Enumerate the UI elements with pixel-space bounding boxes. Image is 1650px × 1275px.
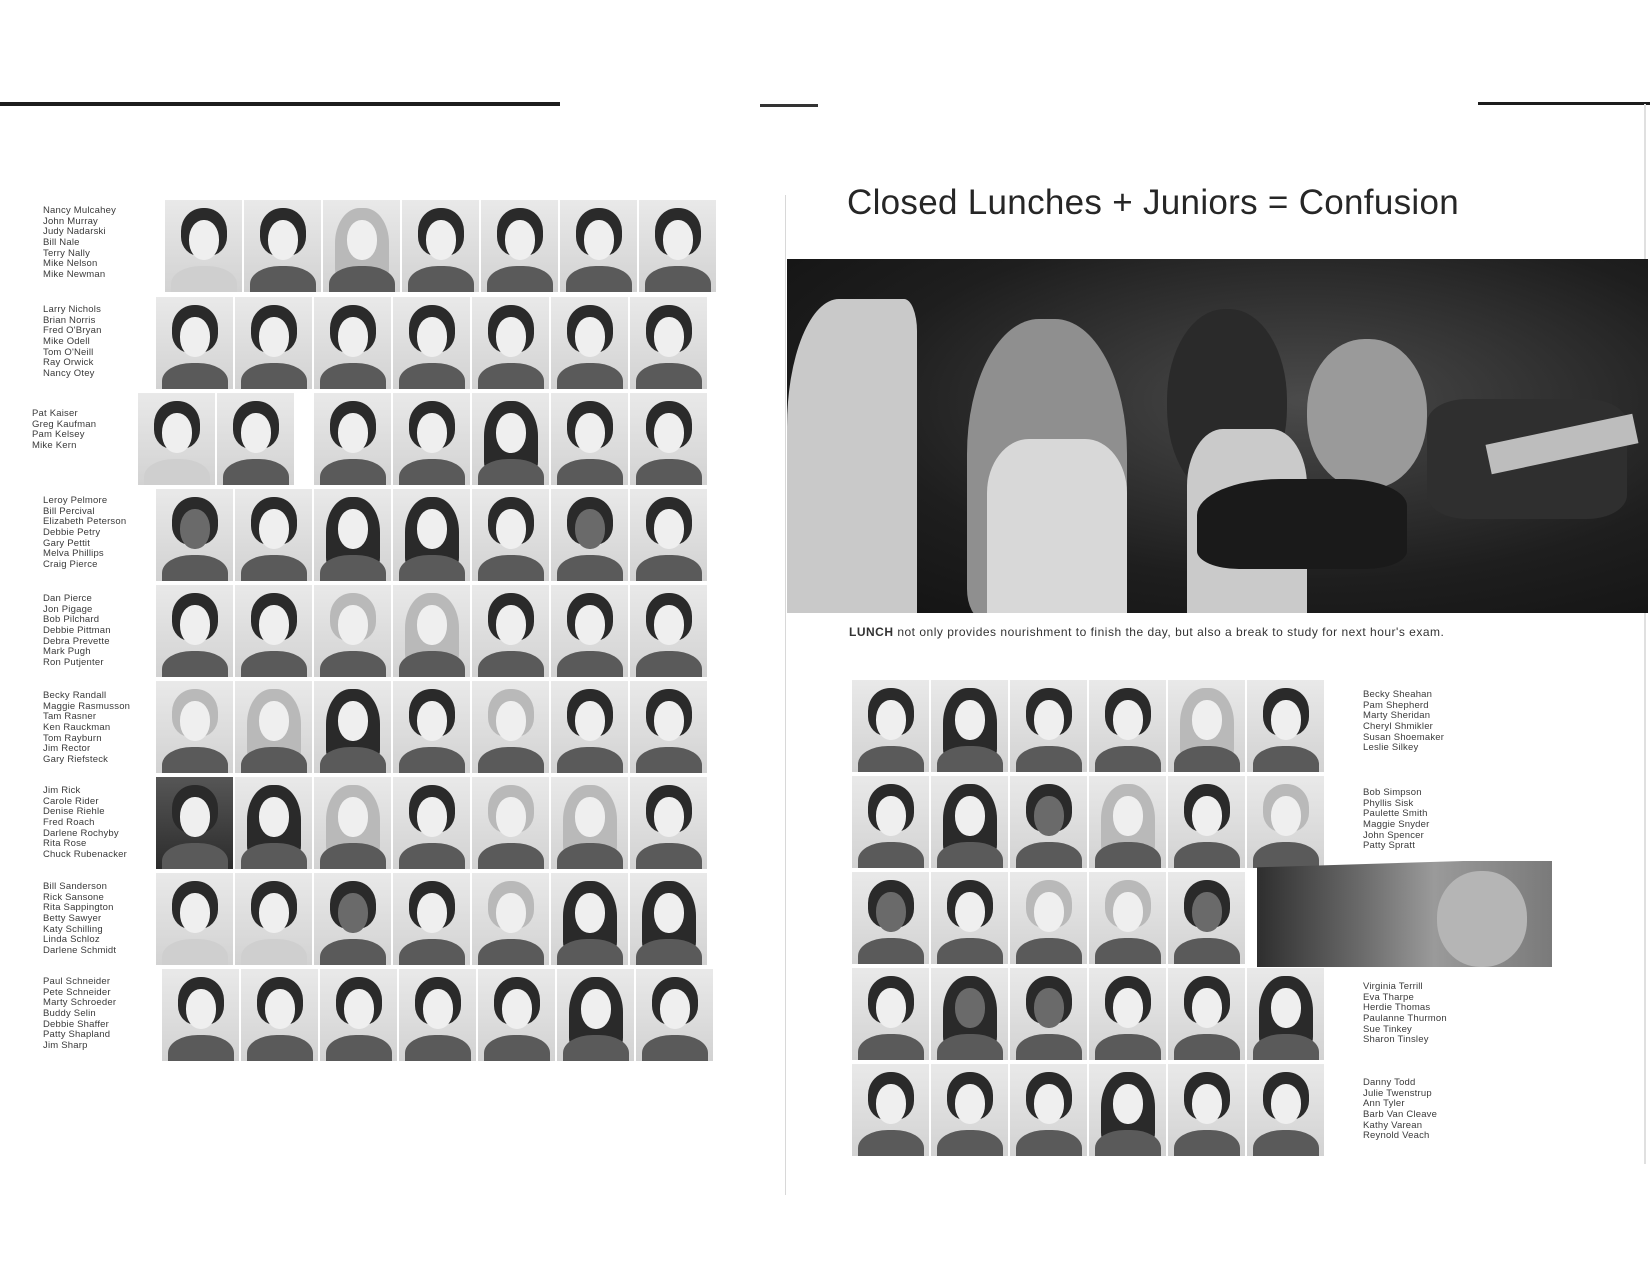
- student-portrait: [235, 873, 312, 965]
- student-portrait: [235, 777, 312, 869]
- student-portrait: [235, 297, 312, 389]
- student-portrait: [393, 777, 470, 869]
- student-portrait: [630, 489, 707, 581]
- student-portrait: [1010, 968, 1087, 1060]
- student-portrait: [551, 681, 628, 773]
- student-name: Linda Schloz: [43, 934, 100, 946]
- student-portrait: [472, 585, 549, 677]
- student-portrait: [630, 681, 707, 773]
- name-list-group-1: [43, 206, 116, 281]
- portrait-row-7: [156, 777, 709, 869]
- student-portrait: [1247, 1064, 1324, 1156]
- student-name: Greg Kaufman: [32, 418, 97, 430]
- student-name: Danny Todd: [1363, 1077, 1416, 1088]
- student-name: Gary Pettit: [43, 537, 91, 549]
- student-name: Jon Pigage: [43, 603, 93, 615]
- student-portrait: [217, 393, 294, 485]
- student-portrait: [235, 489, 312, 581]
- student-portrait: [478, 969, 555, 1061]
- student-name: Becky Randall: [43, 690, 107, 701]
- student-name: Nancy Otey: [43, 368, 95, 380]
- student-portrait: [852, 680, 929, 772]
- lunchroom-photo: [787, 259, 1648, 613]
- student-name: John Spencer: [1363, 829, 1425, 841]
- student-portrait: [1168, 1064, 1245, 1156]
- student-portrait: [852, 1064, 929, 1156]
- student-portrait: [472, 873, 549, 965]
- student-name: Debbie Shaffer: [43, 1018, 110, 1030]
- student-portrait: [1010, 680, 1087, 772]
- name-list-group-9: [43, 977, 116, 1052]
- student-name: Phyllis Sisk: [1363, 797, 1414, 809]
- name-list-group-6: [43, 691, 130, 766]
- student-name: Nancy Mulcahey: [43, 205, 117, 216]
- student-name: Mark Pugh: [43, 646, 91, 658]
- student-portrait: [931, 680, 1008, 772]
- student-portrait: [314, 489, 391, 581]
- student-name: Virginia Terrill: [1363, 981, 1423, 992]
- name-list-group-10: [1363, 690, 1444, 754]
- student-name: Rita Sappington: [43, 902, 114, 914]
- student-portrait: [393, 297, 470, 389]
- student-portrait: [402, 200, 479, 292]
- student-name: Pete Schneider: [43, 986, 111, 998]
- student-portrait: [852, 872, 929, 964]
- student-name: Cheryl Shmikler: [1363, 721, 1434, 733]
- student-name: Pam Kelsey: [32, 429, 85, 441]
- student-name: Debbie Petry: [43, 527, 101, 539]
- student-name: Fred Roach: [43, 817, 95, 829]
- student-name: Ken Rauckman: [43, 722, 111, 734]
- portrait-row-10: [852, 680, 1326, 772]
- student-name: Bill Sanderson: [43, 881, 108, 892]
- student-portrait: [314, 777, 391, 869]
- student-name: Gary Riefsteck: [43, 754, 109, 766]
- portrait-row-13: [852, 968, 1326, 1060]
- student-name: Dan Pierce: [43, 593, 92, 604]
- student-portrait: [630, 777, 707, 869]
- student-portrait: [472, 393, 549, 485]
- caption-lead: LUNCH: [849, 625, 894, 639]
- student-portrait: [1089, 872, 1166, 964]
- student-name: Judy Nadarski: [43, 226, 106, 238]
- student-name: Becky Sheahan: [1363, 689, 1433, 700]
- name-list-group-7: [43, 786, 127, 861]
- student-name: Julie Twenstrup: [1363, 1087, 1432, 1099]
- student-portrait: [156, 585, 233, 677]
- student-name: Rita Rose: [43, 838, 87, 850]
- student-portrait: [156, 777, 233, 869]
- name-list-group-4: [43, 496, 126, 571]
- student-portrait: [393, 873, 470, 965]
- student-portrait: [235, 681, 312, 773]
- name-list-group-8: [43, 882, 116, 957]
- student-portrait: [1089, 680, 1166, 772]
- student-name: Ron Putjenter: [43, 657, 104, 669]
- student-portrait: [852, 776, 929, 868]
- page-edge-shadow: [0, 102, 560, 106]
- student-name: Jim Sharp: [43, 1040, 88, 1052]
- portrait-row-9: [162, 969, 715, 1061]
- student-portrait: [557, 969, 634, 1061]
- portrait-row-11: [852, 776, 1326, 868]
- student-portrait: [393, 681, 470, 773]
- student-name: Brian Norris: [43, 314, 96, 326]
- student-name: Rick Sansone: [43, 891, 105, 903]
- student-name: Debbie Pittman: [43, 625, 111, 637]
- student-portrait: [138, 393, 215, 485]
- student-portrait: [156, 489, 233, 581]
- student-portrait: [399, 969, 476, 1061]
- student-name: Eva Tharpe: [1363, 991, 1414, 1003]
- student-portrait: [1168, 968, 1245, 1060]
- student-portrait: [630, 585, 707, 677]
- student-portrait: [1168, 680, 1245, 772]
- student-name: Leslie Silkey: [1363, 742, 1419, 754]
- student-portrait: [323, 200, 400, 292]
- name-list-group-13: [1363, 1078, 1437, 1142]
- student-portrait: [472, 489, 549, 581]
- student-name: Ray Orwick: [43, 357, 94, 369]
- student-name: Bob Simpson: [1363, 787, 1422, 798]
- student-portrait: [1089, 968, 1166, 1060]
- student-name: Paulanne Thurmon: [1363, 1013, 1447, 1025]
- student-name: Pam Shepherd: [1363, 699, 1429, 711]
- inset-photo: [1257, 861, 1552, 967]
- student-portrait: [314, 297, 391, 389]
- student-name: Mike Odell: [43, 336, 90, 348]
- student-name: Tam Rasner: [43, 711, 97, 723]
- student-name: Jim Rector: [43, 743, 91, 755]
- portrait-row-5: [156, 585, 709, 677]
- student-name: Marty Sheridan: [1363, 710, 1431, 722]
- student-name: Paulette Smith: [1363, 808, 1428, 820]
- student-name: Buddy Selin: [43, 1008, 96, 1020]
- name-list-group-11: [1363, 788, 1430, 852]
- student-portrait: [1247, 776, 1324, 868]
- student-portrait: [551, 873, 628, 965]
- student-name: Betty Sawyer: [43, 913, 102, 925]
- student-name: Elizabeth Peterson: [43, 516, 127, 528]
- student-portrait: [551, 777, 628, 869]
- portrait-row-1: [165, 200, 718, 292]
- student-name: John Murray: [43, 215, 98, 227]
- page-gutter: [785, 195, 786, 1195]
- student-name: Mike Newman: [43, 269, 106, 281]
- portrait-row-14: [852, 1064, 1326, 1156]
- student-portrait: [314, 393, 391, 485]
- student-portrait: [636, 969, 713, 1061]
- student-portrait: [560, 200, 637, 292]
- student-name: Maggie Snyder: [1363, 819, 1430, 831]
- student-portrait: [472, 297, 549, 389]
- student-portrait: [551, 489, 628, 581]
- student-portrait: [481, 200, 558, 292]
- student-portrait: [1089, 776, 1166, 868]
- student-portrait: [551, 585, 628, 677]
- student-portrait: [165, 200, 242, 292]
- name-list-group-2: [43, 305, 102, 380]
- student-name: Herdie Thomas: [1363, 1002, 1431, 1014]
- student-name: Darlene Rochyby: [43, 827, 119, 839]
- student-name: Sue Tinkey: [1363, 1023, 1412, 1035]
- student-name: Bill Percival: [43, 505, 95, 517]
- student-portrait: [1010, 872, 1087, 964]
- student-name: Fred O'Bryan: [43, 325, 102, 337]
- student-portrait: [314, 681, 391, 773]
- student-portrait: [639, 200, 716, 292]
- student-name: Tom Rayburn: [43, 732, 102, 744]
- student-portrait: [235, 585, 312, 677]
- student-name: Carole Rider: [43, 795, 99, 807]
- student-name: Jim Rick: [43, 785, 81, 796]
- student-name: Debra Prevette: [43, 635, 110, 647]
- page-edge-shadow-right: [1478, 102, 1650, 105]
- name-list-group-3: [32, 409, 96, 452]
- student-name: Leroy Pelmore: [43, 495, 108, 506]
- student-portrait: [162, 969, 239, 1061]
- student-name: Mike Nelson: [43, 258, 98, 270]
- student-portrait: [630, 297, 707, 389]
- student-portrait: [1247, 968, 1324, 1060]
- student-portrait: [156, 873, 233, 965]
- student-portrait: [551, 297, 628, 389]
- portrait-row-12: [852, 872, 1247, 964]
- student-portrait: [1168, 872, 1245, 964]
- student-name: Kathy Varean: [1363, 1119, 1423, 1131]
- student-portrait: [241, 969, 318, 1061]
- student-portrait: [852, 968, 929, 1060]
- student-portrait: [931, 872, 1008, 964]
- student-name: Larry Nichols: [43, 304, 102, 315]
- student-portrait: [630, 393, 707, 485]
- student-portrait: [931, 1064, 1008, 1156]
- portrait-row-8: [156, 873, 709, 965]
- student-name: Melva Phillips: [43, 548, 104, 560]
- student-portrait: [1168, 776, 1245, 868]
- student-name: Marty Schroeder: [43, 997, 117, 1009]
- student-portrait: [320, 969, 397, 1061]
- student-name: Bill Nale: [43, 237, 80, 249]
- portrait-row-2: [156, 297, 709, 389]
- name-list-group-12: [1363, 982, 1447, 1046]
- student-name: Craig Pierce: [43, 559, 98, 571]
- student-name: Reynold Veach: [1363, 1130, 1430, 1142]
- student-portrait: [931, 776, 1008, 868]
- student-name: Patty Shapland: [43, 1029, 111, 1041]
- student-portrait: [393, 489, 470, 581]
- caption-text: not only provides nourishment to finish the day, but also a break to study for next hour's exam.: [893, 625, 1445, 639]
- portrait-row-3: [138, 393, 709, 485]
- student-name: Terry Nally: [43, 247, 91, 259]
- student-portrait: [393, 585, 470, 677]
- name-list-group-5: [43, 594, 111, 669]
- student-portrait: [393, 393, 470, 485]
- student-name: Pat Kaiser: [32, 408, 78, 419]
- student-name: Paul Schneider: [43, 976, 111, 987]
- student-name: Ann Tyler: [1363, 1098, 1405, 1110]
- portrait-row-6: [156, 681, 709, 773]
- student-portrait: [1010, 1064, 1087, 1156]
- student-portrait: [551, 393, 628, 485]
- student-portrait: [1010, 776, 1087, 868]
- student-name: Sharon Tinsley: [1363, 1034, 1429, 1046]
- student-name: Darlene Schmidt: [43, 945, 117, 957]
- student-portrait: [314, 585, 391, 677]
- student-portrait: [472, 777, 549, 869]
- page-title: Closed Lunches + Juniors = Confusion: [847, 183, 1460, 222]
- student-portrait: [156, 297, 233, 389]
- student-name: Patty Spratt: [1363, 840, 1416, 852]
- student-name: Chuck Rubenacker: [43, 849, 127, 861]
- student-portrait: [244, 200, 321, 292]
- student-name: Bob Pilchard: [43, 614, 100, 626]
- student-name: Maggie Rasmusson: [43, 700, 131, 712]
- student-portrait: [630, 873, 707, 965]
- student-name: Denise Riehle: [43, 806, 105, 818]
- student-portrait: [472, 681, 549, 773]
- student-portrait: [314, 873, 391, 965]
- page-edge-mark: [760, 104, 818, 107]
- student-name: Katy Schilling: [43, 923, 103, 935]
- student-name: Tom O'Neill: [43, 346, 94, 358]
- student-portrait: [931, 968, 1008, 1060]
- photo-caption: [849, 625, 1444, 639]
- student-portrait: [156, 681, 233, 773]
- student-portrait: [1247, 680, 1324, 772]
- student-name: Barb Van Cleave: [1363, 1109, 1438, 1121]
- student-name: Susan Shoemaker: [1363, 731, 1445, 743]
- portrait-row-4: [156, 489, 709, 581]
- student-portrait: [1089, 1064, 1166, 1156]
- student-name: Mike Kern: [32, 440, 77, 452]
